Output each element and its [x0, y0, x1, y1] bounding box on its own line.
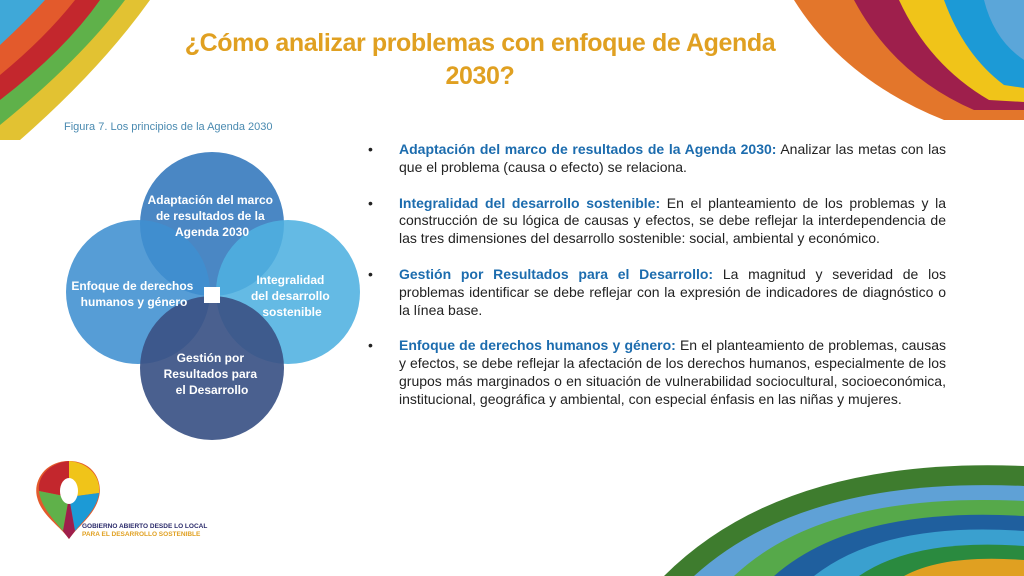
circle-enfoque-derechos-label: Enfoque de derechos humanos y género: [71, 279, 194, 309]
bullet-dot: •: [368, 141, 373, 157]
agenda-2030-principles-diagram: [60, 144, 370, 449]
bullet-text: La magnitud y severidad de los problemas identificar se debe reflejar con la expresión de indicadores de diagnóstico o la línea base.: [399, 265, 946, 318]
logo-line-2: PARA EL DESARROLLO SOSTENIBLE: [82, 531, 201, 538]
bullet-term: Adaptación del marco de resultados de la Agenda 2030:: [399, 141, 777, 157]
corner-decoration-top-right: [784, 0, 1024, 120]
circle-gestion-resultados-label: Gestión por Resultados para el Desarrollo: [163, 351, 258, 397]
bullet-text: En el planteamiento de los problemas y la construcción de su lógica de causas y efectos, se debe reflejar la interdependencia de las tres dimensiones del desarrollo sostenible: social, ambiental y económico.: [399, 194, 946, 247]
bullet-dot: •: [368, 194, 373, 211]
logo-wordmark: [82, 523, 207, 539]
bullet-term: Integralidad del desarrollo sostenible:: [399, 194, 661, 211]
bullet-dot: •: [368, 337, 373, 354]
figure-caption: Figura 7. Los principios de la Agenda 2030: [64, 121, 273, 133]
bullet-item: [368, 195, 946, 248]
corner-decoration-top-left: [0, 0, 150, 140]
bullet-term: Gestión por Resultados para el Desarrollo:: [399, 265, 714, 282]
bullet-text: En el planteamiento de problemas, causas y efectos, se debe reflejar la afectación de los derechos humanos, especialmente de los grupos más marginados o en situación de vulnerabilidad sociocultural, socioeconómica, institucional, geográfica y ambiental, con especial énfasis en las niñas y mujeres.: [399, 337, 946, 407]
diagram-center-gap: [204, 287, 220, 303]
corner-decoration-bottom-right: [664, 456, 1024, 576]
bullet-item: [368, 141, 946, 177]
bullet-item: [368, 337, 946, 408]
logo-line-1: GOBIERNO ABIERTO DESDE LO LOCAL: [82, 523, 208, 530]
slide-title: ¿Cómo analizar problemas con enfoque de Agenda 2030?: [184, 29, 776, 90]
bullet-item: [368, 266, 946, 319]
circle-integralidad-label: Integralidad del desarrollo sostenible: [250, 273, 330, 319]
principles-bullet-list: [368, 141, 946, 427]
circle-adaptacion-label: Adaptación del marco de resultados de la Agenda 2030: [147, 193, 274, 239]
bullet-text: Analizar las metas con las que el problema (causa o efecto) se relaciona.: [399, 141, 946, 175]
bullet-dot: •: [368, 265, 373, 282]
bullet-term: Enfoque de derechos humanos y género:: [399, 337, 676, 354]
